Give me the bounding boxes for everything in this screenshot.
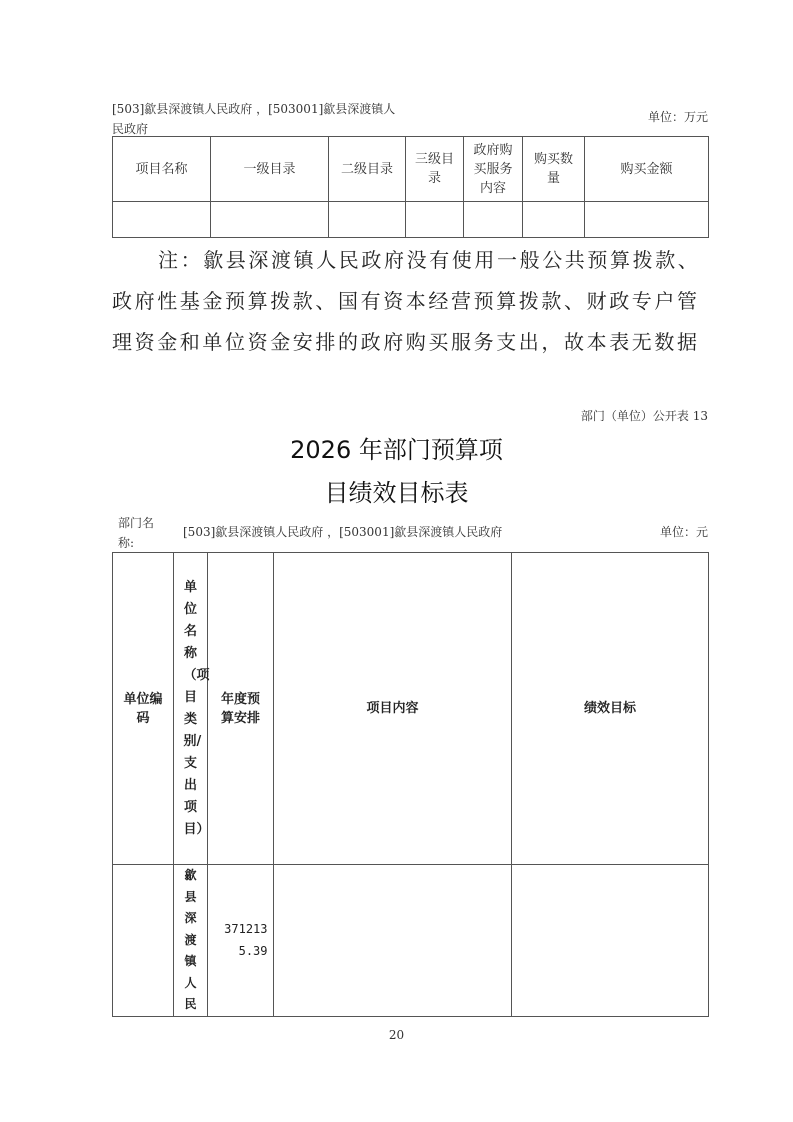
government-purchase-services-table	[112, 136, 709, 238]
cell-annual-budget: 3712135.39	[208, 865, 274, 1017]
table-row	[113, 202, 709, 238]
cell-service-content	[464, 202, 523, 238]
cell-unit-code	[113, 865, 174, 1017]
header-unit-code: 单位编码	[113, 553, 174, 865]
cell-purchase-quantity	[523, 202, 585, 238]
department-label: 部门名称:	[118, 516, 155, 550]
header-level-2-catalog: 二级目录	[329, 137, 406, 202]
header-unit-name: 单位名称（项目类别/支出项目）	[174, 553, 208, 865]
cell-level-2-catalog	[329, 202, 406, 238]
page-number: 20	[388, 1028, 405, 1042]
cell-level-1-catalog	[211, 202, 329, 238]
header-service-content: 政府购买服务内容	[464, 137, 523, 202]
header-level-3-catalog: 三级目录	[406, 137, 464, 202]
department-name-line-2: 民政府	[112, 122, 149, 136]
table-header-row	[113, 553, 709, 865]
department-name-line-1: [503]歙县深渡镇人民政府 ，[503001]歙县深渡镇人	[112, 102, 396, 116]
table-row	[113, 865, 709, 1017]
table-header-row	[113, 137, 709, 202]
header-annual-budget: 年度预算安排	[208, 553, 274, 865]
header-project-content: 项目内容	[274, 553, 512, 865]
unit-label-2: 单位：元	[659, 525, 708, 539]
cell-project-name	[113, 202, 211, 238]
title-line-2: 目绩效目标表	[324, 479, 469, 507]
cell-unit-name: 歙县深渡镇人民	[174, 865, 208, 1017]
cell-project-content	[274, 865, 512, 1017]
header-level-1-catalog: 一级目录	[211, 137, 329, 202]
cell-level-3-catalog	[406, 202, 464, 238]
header-project-name: 项目名称	[113, 137, 211, 202]
cell-purchase-amount	[585, 202, 709, 238]
table-label: 部门（单位）公开表 13	[580, 409, 708, 423]
performance-goals-table	[112, 552, 709, 1017]
unit-label: 单位：万元	[647, 110, 708, 124]
title-line-1: 2026 年部门预算项	[290, 436, 503, 464]
header-performance-goal: 绩效目标	[512, 553, 709, 865]
department-value: [503]歙县深渡镇人民政府 ，[503001]歙县深渡镇人民政府	[183, 525, 503, 539]
note-paragraph: 注：歙县深渡镇人民政府没有使用一般公共预算拨款、政府性基金预算拨款、国有资本经营预算拨款、财政专户管理资金和单位资金安排的政府购买服务支出，故本表无数据	[112, 248, 701, 354]
header-purchase-amount: 购买金额	[585, 137, 709, 202]
cell-performance-goal	[512, 865, 709, 1017]
department-name	[112, 99, 402, 139]
header-purchase-quantity: 购买数量	[523, 137, 585, 202]
